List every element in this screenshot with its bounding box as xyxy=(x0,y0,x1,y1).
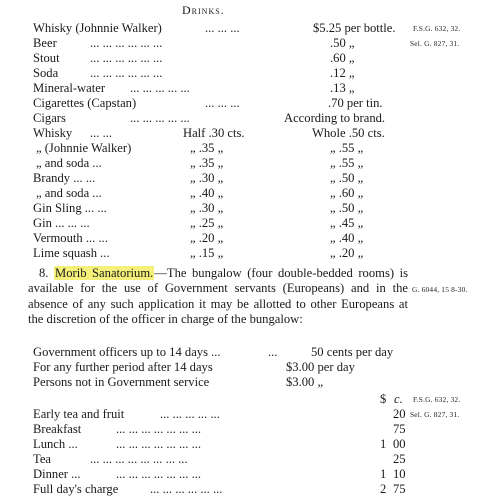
rate-label: For any further period after 14 days xyxy=(33,360,213,374)
rate-label: Persons not in Government service xyxy=(33,375,210,389)
drink-price: According to brand. xyxy=(284,111,386,125)
half-price: „ .40 „ xyxy=(190,186,224,200)
leader-dots: ... ... ... ... ... xyxy=(130,81,190,95)
drink-label: Cigars xyxy=(33,111,66,125)
half-price: „ .30 „ xyxy=(190,171,224,185)
leader-dots: ... ... ... ... ... xyxy=(160,407,220,421)
leader-dots: ... ... xyxy=(90,126,113,140)
meal-dollars: 1 xyxy=(380,467,387,481)
drink-label: Beer xyxy=(33,36,57,50)
cents-column-header: c. xyxy=(394,392,403,406)
half-price: Half .30 cts. xyxy=(183,126,245,140)
meal-cents: 20 xyxy=(393,407,406,421)
drink-label: Soda xyxy=(33,66,59,80)
drinks-heading: Drinks. xyxy=(182,3,225,17)
whole-price: „ .55 „ xyxy=(330,141,364,155)
sanatorium-text: —The bungalow (four double-bedded rooms) is available for the use of Government servants (Europeans) and in the absence of any such application it may be allotted to other Europeans at the discretion of the officer in charge of the bungalow: xyxy=(28,266,408,327)
drink-label: „ and soda ... xyxy=(36,186,102,200)
sanatorium-paragraph xyxy=(28,266,408,328)
meal-dollars: 2 xyxy=(380,482,387,496)
half-price: „ .15 „ xyxy=(190,246,224,260)
leader-dots: ... ... ... ... ... ... ... xyxy=(116,437,202,451)
leader-dots: ... ... ... ... ... xyxy=(130,111,190,125)
leader-dots: ... xyxy=(268,345,278,359)
leader-dots: ... ... ... ... ... ... xyxy=(90,51,163,65)
drink-label: Whisky (Johnnie Walker) xyxy=(33,21,162,35)
dollar-column-header: $ xyxy=(380,392,387,406)
leader-dots: ... ... ... xyxy=(205,96,240,110)
drink-price: .12 „ xyxy=(330,66,355,80)
drink-label: Gin ... ... ... xyxy=(33,216,90,230)
margin-reference: G. 6044, 15 8-30. xyxy=(412,285,468,294)
meal-label: Dinner ... xyxy=(33,467,81,481)
whole-price: „ .20 „ xyxy=(330,246,364,260)
meal-dollars: 1 xyxy=(380,437,387,451)
drink-price: .70 per tin. xyxy=(328,96,383,110)
leader-dots: ... ... ... ... ... ... ... ... xyxy=(90,452,188,466)
whole-price: Whole .50 cts. xyxy=(312,126,385,140)
whole-price: „ .60 „ xyxy=(330,186,364,200)
leader-dots: ... ... ... ... ... ... ... xyxy=(116,467,202,481)
rate-value: 50 cents per day xyxy=(311,345,394,359)
half-price: „ .25 „ xyxy=(190,216,224,230)
meal-cents: 75 xyxy=(393,482,406,496)
whole-price: „ .45 „ xyxy=(330,216,364,230)
meal-cents: 10 xyxy=(393,467,406,481)
meal-label: Lunch ... xyxy=(33,437,78,451)
leader-dots: ... ... ... ... ... ... xyxy=(90,66,163,80)
drink-label: Vermouth ... ... xyxy=(33,231,108,245)
half-price: „ .20 „ xyxy=(190,231,224,245)
whole-price: „ .50 „ xyxy=(330,171,364,185)
half-price: „ .35 „ xyxy=(190,141,224,155)
whole-price: „ .55 „ xyxy=(330,156,364,170)
leader-dots: ... ... ... xyxy=(205,21,240,35)
section-number: 8. xyxy=(39,266,49,280)
drink-label: Gin Sling ... ... xyxy=(33,201,107,215)
whole-price: „ .40 „ xyxy=(330,231,364,245)
meal-label: Full day's charge xyxy=(33,482,119,496)
meal-label: Tea xyxy=(33,452,51,466)
leader-dots: ... ... ... ... ... ... ... xyxy=(116,422,202,436)
meal-cents: 75 xyxy=(393,422,406,436)
half-price: „ .30 „ xyxy=(190,201,224,215)
drink-label: Mineral-water xyxy=(33,81,106,95)
drink-label: Whisky xyxy=(33,126,73,140)
drink-label: „ and soda ... xyxy=(36,156,102,170)
sanatorium-name: Morib Sanatorium. xyxy=(55,266,154,280)
meal-label: Breakfast xyxy=(33,422,82,436)
meal-cents: 25 xyxy=(393,452,406,466)
margin-reference: Sel. G. 827, 31. xyxy=(410,410,460,419)
drink-label: Lime squash ... xyxy=(33,246,110,260)
margin-reference: Sel. G. 827, 31. xyxy=(410,39,460,48)
drink-label: Brandy ... ... xyxy=(33,171,96,185)
rate-label: Government officers up to 14 days ... xyxy=(33,345,221,359)
meal-cents: 00 xyxy=(393,437,406,451)
drink-price: .13 „ xyxy=(330,81,355,95)
drink-price: .60 „ xyxy=(330,51,355,65)
drink-price: .50 „ xyxy=(330,36,355,50)
drink-price: $5.25 per bottle. xyxy=(313,21,396,35)
whole-price: „ .50 „ xyxy=(330,201,364,215)
leader-dots: ... ... ... ... ... ... xyxy=(150,482,223,496)
margin-reference: F.S.G. 632, 32. xyxy=(413,24,461,33)
meal-label: Early tea and fruit xyxy=(33,407,125,421)
drink-label: „ (Johnnie Walker) xyxy=(36,141,132,155)
half-price: „ .35 „ xyxy=(190,156,224,170)
rate-value: $3.00 „ xyxy=(286,375,324,389)
drink-label: Stout xyxy=(33,51,60,65)
rate-value: $3.00 per day xyxy=(286,360,355,374)
leader-dots: ... ... ... ... ... ... xyxy=(90,36,163,50)
drink-label: Cigarettes (Capstan) xyxy=(33,96,137,110)
margin-reference: F.S.G. 632, 32. xyxy=(413,395,461,404)
